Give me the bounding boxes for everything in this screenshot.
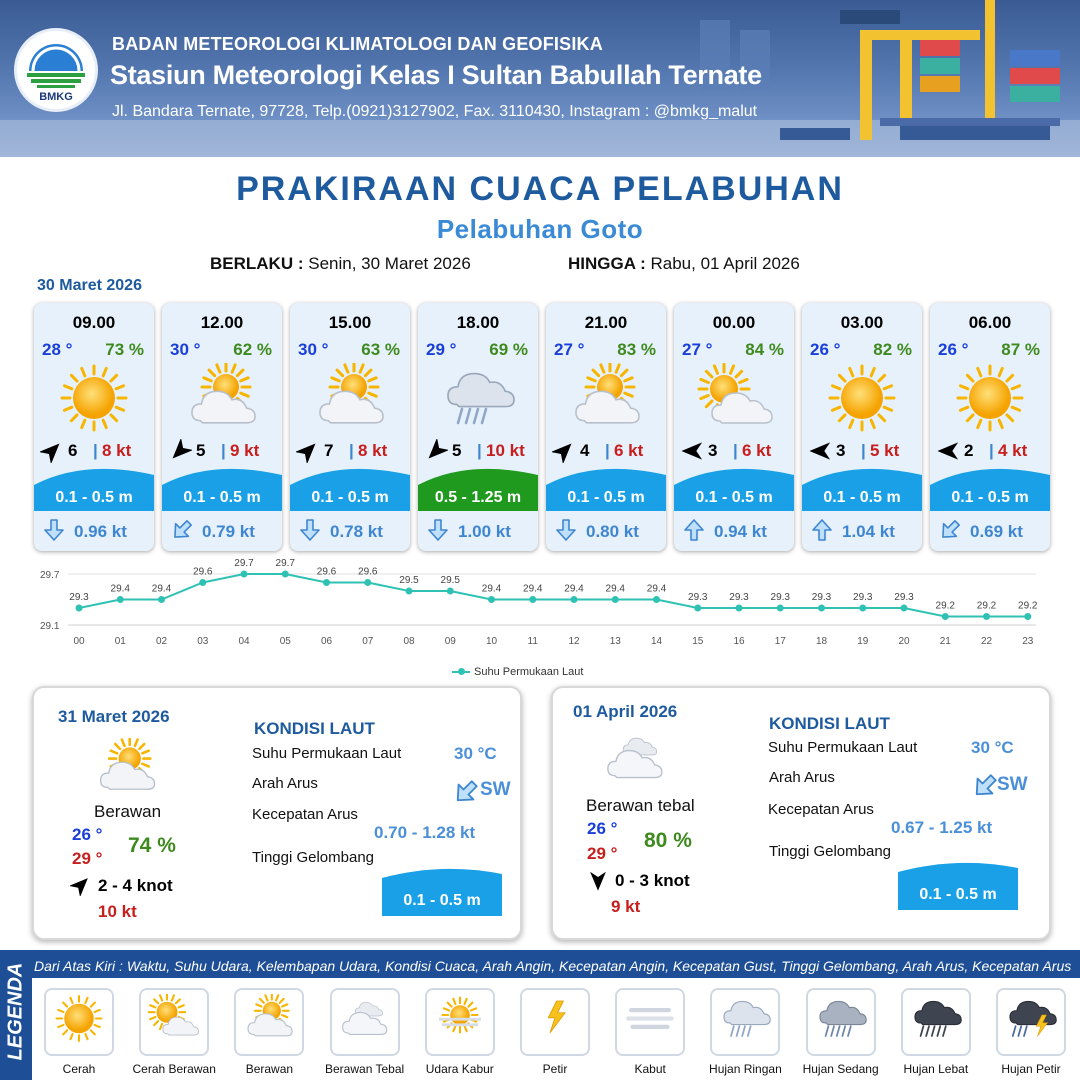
- legend-item: [710, 988, 780, 1056]
- daily-wind-speed: 2 - 4 knot: [98, 876, 173, 895]
- wave-height: 0.1 - 0.5 m: [951, 489, 1029, 506]
- wind-speed: 5: [196, 441, 206, 460]
- daily-wind-speed: 0 - 3 knot: [615, 871, 690, 890]
- daily-humidity: 80 %: [644, 829, 692, 852]
- current-speed: 0.69 kt: [970, 522, 1023, 541]
- page-title: PRAKIRAAN CUACA PELABUHAN: [236, 170, 844, 208]
- legend-item: [996, 988, 1066, 1056]
- station-name: Stasiun Meteorologi Kelas I Sultan Babullah Ternate: [110, 60, 762, 90]
- legend-item-label: Hujan Ringan: [709, 1062, 782, 1076]
- gust-speed: 4 kt: [998, 441, 1028, 460]
- wind-direction-icon: [552, 439, 576, 463]
- data-point: [529, 596, 536, 603]
- legend-item-label: Cerah Berawan: [132, 1062, 216, 1076]
- wave-height-value: 0.1 - 0.5 m: [919, 886, 997, 903]
- humidity: 87 %: [1001, 340, 1040, 359]
- data-point: [117, 596, 124, 603]
- data-label: 29.3: [853, 592, 873, 603]
- bmkg-emblem-icon: [17, 35, 95, 93]
- data-label: 29.7: [275, 558, 295, 569]
- x-tick-label: 21: [939, 636, 951, 647]
- air-temperature: 26 °: [938, 340, 969, 359]
- air-temperature: 27 °: [682, 340, 713, 359]
- hourly-card: [546, 303, 666, 551]
- current-direction-icon: [938, 518, 962, 542]
- x-tick-label: 07: [362, 636, 374, 647]
- wind-speed: 5: [452, 441, 462, 460]
- x-tick-label: 15: [692, 636, 704, 647]
- light-rain-icon: [717, 994, 773, 1050]
- cloudy-icon: [694, 363, 774, 433]
- legend-item-label: Berawan: [245, 1062, 294, 1076]
- current-direction-icon: [298, 518, 322, 542]
- hourly-card: [930, 303, 1050, 551]
- current-direction-label: Arah Arus: [252, 775, 318, 792]
- sst-label: Suhu Permukaan Laut: [252, 745, 402, 762]
- partly-cloudy-icon: [92, 738, 162, 798]
- data-label: 29.4: [646, 583, 667, 595]
- current-speed: 0.96 kt: [74, 522, 127, 541]
- legend-item-label: Hujan Lebat: [903, 1062, 969, 1076]
- data-point: [488, 596, 495, 603]
- wind-speed: 6: [68, 441, 78, 460]
- hourly-card: [34, 303, 154, 551]
- legend-item-label: Berawan Tebal: [325, 1062, 405, 1076]
- data-label: 29.4: [110, 583, 130, 595]
- forecast-time: 09.00: [72, 313, 116, 332]
- data-point: [241, 571, 248, 578]
- x-tick-label: 18: [815, 636, 828, 647]
- legend-item: [520, 988, 590, 1056]
- wave-height: 0.1 - 0.5 m: [55, 489, 133, 506]
- forecast-date-today: 30 Maret 2026: [37, 277, 142, 294]
- air-temperature: 27 °: [554, 340, 585, 359]
- wind-direction-icon: [808, 439, 832, 463]
- wind-direction-icon: [40, 439, 64, 463]
- moderate-rain-icon: [813, 994, 869, 1050]
- series-line: [79, 574, 1028, 617]
- partly-cloudy-icon: [566, 363, 646, 433]
- current-direction-icon: [426, 518, 450, 542]
- legend-item: [234, 988, 304, 1056]
- current-direction-value: SW: [997, 774, 1028, 795]
- wind-direction-icon: [680, 439, 704, 463]
- sunny-icon: [51, 994, 107, 1050]
- data-point: [983, 613, 990, 620]
- daily-humidity: 74 %: [128, 834, 176, 857]
- data-point: [447, 588, 454, 595]
- wave-height: 0.1 - 0.5 m: [695, 489, 773, 506]
- daily-temp-max: 29 °: [587, 844, 618, 863]
- wind-direction-icon: [424, 439, 448, 463]
- legend-item-label: Kabut: [634, 1062, 666, 1076]
- validity-to: [568, 254, 800, 274]
- data-point: [901, 605, 908, 612]
- data-label: 29.3: [894, 592, 914, 603]
- gust-speed: 9 kt: [230, 441, 260, 460]
- forecast-time: 00.00: [712, 313, 756, 332]
- port-name: Pelabuhan Goto: [436, 214, 644, 244]
- wave-height-label: Tinggi Gelombang: [252, 849, 375, 866]
- wave-height: 0.1 - 0.5 m: [183, 489, 261, 506]
- validity-from-value: Senin, 30 Maret 2026: [308, 254, 471, 273]
- x-tick-label: 04: [238, 636, 250, 647]
- current-direction-icon: [810, 518, 834, 542]
- data-point: [694, 605, 701, 612]
- chart-legend: [452, 666, 583, 678]
- separator: |: [221, 441, 226, 460]
- current-speed: 1.00 kt: [458, 522, 511, 541]
- x-tick-label: 11: [527, 636, 538, 647]
- data-point: [199, 579, 206, 586]
- wave-height: 0.1 - 0.5 m: [567, 489, 645, 506]
- y-tick-label: 29.1: [40, 621, 60, 632]
- gust-speed: 10 kt: [486, 441, 525, 460]
- current-speed: 1.04 kt: [842, 522, 895, 541]
- wind-direction-icon: [70, 874, 92, 896]
- data-point: [653, 596, 660, 603]
- legend-line-icon: [452, 671, 470, 673]
- daily-condition: Berawan tebal: [586, 796, 695, 815]
- current-speed-value: 0.70 - 1.28 kt: [374, 823, 476, 842]
- hourly-card: [674, 303, 794, 551]
- partly-cloudy-icon: [310, 363, 390, 433]
- gust-speed: 8 kt: [358, 441, 388, 460]
- current-speed: 0.80 kt: [586, 522, 639, 541]
- sst-value: 30 °C: [454, 744, 497, 763]
- x-tick-label: 12: [568, 636, 580, 647]
- legend-item-label: Cerah: [62, 1062, 96, 1076]
- wind-direction-icon: [587, 870, 609, 892]
- legend-description: Dari Atas Kiri : Waktu, Suhu Udara, Kelembapan Udara, Kondisi Cuaca, Arah Angin, Kecepatan Angin, Kecepatan Gust, Tinggi Gelombang, Arah Arus, Kecepatan Arus: [34, 958, 1072, 974]
- current-speed-label: Kecepatan Arus: [252, 806, 358, 823]
- data-point: [76, 605, 83, 612]
- current-direction-icon: [452, 778, 480, 806]
- legend-item: [806, 988, 876, 1056]
- air-temperature: 30 °: [298, 340, 329, 359]
- data-point: [406, 588, 413, 595]
- logo-text: BMKG: [39, 91, 73, 103]
- x-tick-label: 01: [114, 636, 126, 647]
- daily-gust: 10 kt: [98, 902, 137, 921]
- legend-side-tab: [0, 950, 32, 1080]
- data-label: 29.6: [358, 566, 378, 578]
- x-tick-label: 10: [485, 636, 498, 647]
- validity-from-label: BERLAKU :: [210, 254, 304, 273]
- x-tick-label: 19: [857, 636, 869, 647]
- wind-speed: 4: [580, 441, 590, 460]
- current-speed-label: Kecepatan Arus: [768, 801, 874, 818]
- fog-icon: [622, 994, 678, 1050]
- forecast-time: 12.00: [200, 313, 244, 332]
- hourly-card: [162, 303, 282, 551]
- data-point: [1024, 613, 1031, 620]
- legend-section: [0, 950, 1080, 1080]
- current-direction-icon: [682, 518, 706, 542]
- legend-item: [330, 988, 400, 1056]
- separator: |: [605, 441, 610, 460]
- daily-forecast-day1: [32, 686, 522, 940]
- data-point: [364, 579, 371, 586]
- y-tick-label: 29.7: [40, 570, 60, 581]
- data-label: 29.7: [234, 558, 254, 569]
- separator: |: [989, 441, 994, 460]
- current-direction-label: Arah Arus: [769, 769, 835, 786]
- daily-condition: Berawan: [94, 802, 162, 821]
- sunny-icon: [822, 363, 902, 433]
- data-label: 29.2: [976, 600, 997, 612]
- wind-direction-icon: [168, 439, 192, 463]
- current-direction-icon: [170, 518, 194, 542]
- hourly-card: [290, 303, 410, 551]
- wave-height: 0.5 - 1.25 m: [434, 489, 522, 506]
- data-label: 29.2: [935, 600, 955, 612]
- wave-height-value: 0.1 - 0.5 m: [403, 892, 481, 909]
- legend-item-label: Petir: [542, 1062, 568, 1076]
- data-label: 29.3: [811, 592, 832, 603]
- data-point: [158, 596, 165, 603]
- data-label: 29.4: [151, 583, 172, 595]
- wind-speed: 3: [708, 441, 718, 460]
- partly-cloudy-icon: [241, 994, 297, 1050]
- wind-direction-icon: [296, 439, 320, 463]
- data-label: 29.4: [523, 583, 543, 595]
- validity-to-label: HINGGA :: [568, 254, 646, 273]
- sea-condition-title: KONDISI LAUT: [254, 719, 375, 738]
- data-label: 29.4: [605, 583, 625, 595]
- header-banner: [0, 0, 1080, 157]
- separator: |: [861, 441, 866, 460]
- legend-item-label: Hujan Sedang: [802, 1062, 879, 1076]
- data-point: [282, 571, 289, 578]
- data-point: [942, 613, 949, 620]
- x-tick-label: 09: [444, 636, 456, 647]
- partly-cloudy-icon: [182, 363, 262, 433]
- forecast-time: 18.00: [456, 313, 500, 332]
- legend-item-label: Hujan Petir: [1001, 1062, 1061, 1076]
- light-rain-icon: [438, 363, 518, 433]
- gust-speed: 6 kt: [614, 441, 644, 460]
- hourly-card: [418, 303, 538, 551]
- legend-item: [425, 988, 495, 1056]
- haze-icon: [432, 994, 488, 1050]
- validity-from: [210, 254, 471, 274]
- forecast-time: 21.00: [584, 313, 628, 332]
- data-point: [859, 605, 866, 612]
- wind-direction-icon: [936, 439, 960, 463]
- wave-height: 0.1 - 0.5 m: [823, 489, 901, 506]
- humidity: 69 %: [489, 340, 528, 359]
- data-label: 29.2: [1018, 600, 1038, 612]
- data-label: 29.3: [770, 592, 790, 603]
- data-label: 29.3: [69, 592, 89, 603]
- air-temperature: 26 °: [810, 340, 841, 359]
- legend-side-label: LEGENDA: [4, 962, 27, 1061]
- legend-item: [615, 988, 685, 1056]
- station-address: Jl. Bandara Ternate, 97728, Telp.(0921)3127902, Fax. 3110430, Instagram : @bmkg_malut: [112, 103, 758, 120]
- data-label: 29.3: [688, 592, 708, 603]
- data-label: 29.4: [564, 583, 584, 595]
- daily-date: 01 April 2026: [573, 702, 678, 721]
- x-tick-label: 20: [898, 636, 910, 647]
- wind-speed: 2: [964, 441, 974, 460]
- hourly-card: [802, 303, 922, 551]
- bmkg-logo: [14, 28, 98, 112]
- gust-speed: 5 kt: [870, 441, 900, 460]
- daily-temp-min: 26 °: [587, 819, 618, 838]
- x-tick-label: 06: [320, 636, 333, 647]
- humidity: 63 %: [361, 340, 400, 359]
- data-label: 29.4: [481, 583, 502, 595]
- air-temperature: 30 °: [170, 340, 201, 359]
- x-tick-label: 17: [774, 636, 786, 647]
- wind-speed: 7: [324, 441, 334, 460]
- thunderstorm-icon: [1003, 994, 1059, 1050]
- data-label: 29.6: [316, 566, 337, 578]
- wind-speed: 3: [836, 441, 846, 460]
- x-tick-label: 00: [73, 636, 85, 647]
- air-temperature: 28 °: [42, 340, 73, 359]
- current-direction-icon: [554, 518, 578, 542]
- humidity: 83 %: [617, 340, 656, 359]
- data-point: [571, 596, 578, 603]
- data-point: [818, 605, 825, 612]
- data-label: 29.5: [399, 575, 419, 586]
- x-tick-label: 02: [155, 636, 168, 647]
- separator: |: [93, 441, 98, 460]
- data-point: [777, 605, 784, 612]
- sunny-icon: [950, 363, 1030, 433]
- separator: |: [349, 441, 354, 460]
- daily-temp-max: 29 °: [72, 849, 103, 868]
- legend-item: [901, 988, 971, 1056]
- wave-height-label: Tinggi Gelombang: [769, 843, 892, 860]
- current-speed: 0.94 kt: [714, 522, 767, 541]
- sst-label: Suhu Permukaan Laut: [768, 739, 918, 756]
- current-speed: 0.79 kt: [202, 522, 255, 541]
- x-tick-label: 03: [197, 636, 209, 647]
- daily-date: 31 Maret 2026: [58, 707, 170, 726]
- daily-temp-min: 26 °: [72, 825, 103, 844]
- data-label: 29.6: [193, 566, 213, 578]
- current-direction-icon: [42, 518, 66, 542]
- humidity: 82 %: [873, 340, 912, 359]
- data-point: [612, 596, 619, 603]
- overcast-icon: [601, 728, 671, 788]
- x-tick-label: 23: [1022, 636, 1034, 647]
- data-label: 29.5: [440, 575, 460, 586]
- humidity: 73 %: [105, 340, 144, 359]
- validity-to-value: Rabu, 01 April 2026: [650, 254, 800, 273]
- current-speed-value: 0.67 - 1.25 kt: [891, 818, 993, 837]
- sea-condition-title: KONDISI LAUT: [769, 714, 890, 733]
- heavy-rain-icon: [908, 994, 964, 1050]
- x-tick-label: 08: [403, 636, 415, 647]
- x-tick-label: 05: [279, 636, 291, 647]
- agency-name: BADAN METEOROLOGI KLIMATOLOGI DAN GEOFISIKA: [112, 34, 603, 54]
- overcast-icon: [337, 994, 393, 1050]
- x-tick-label: 22: [980, 636, 993, 647]
- legend-icons-panel: [32, 978, 1080, 1080]
- mostly-sunny-icon: [146, 994, 202, 1050]
- x-tick-label: 14: [650, 636, 663, 647]
- forecast-time: 03.00: [840, 313, 884, 332]
- separator: |: [733, 441, 738, 460]
- data-point: [323, 579, 330, 586]
- gust-speed: 8 kt: [102, 441, 132, 460]
- gust-speed: 6 kt: [742, 441, 772, 460]
- wave-height: 0.1 - 0.5 m: [311, 489, 389, 506]
- daily-gust: 9 kt: [611, 897, 641, 916]
- data-label: 29.3: [729, 592, 749, 603]
- sst-value: 30 °C: [971, 738, 1014, 757]
- data-point: [736, 605, 743, 612]
- sunny-icon: [54, 363, 134, 433]
- forecast-time: 15.00: [328, 313, 372, 332]
- x-tick-label: 13: [609, 636, 621, 647]
- air-temperature: 29 °: [426, 340, 457, 359]
- daily-forecast-day2: [551, 686, 1051, 940]
- forecast-time: 06.00: [968, 313, 1012, 332]
- humidity: 84 %: [745, 340, 784, 359]
- legend-item: [44, 988, 114, 1056]
- x-tick-label: 16: [733, 636, 745, 647]
- separator: |: [477, 441, 482, 460]
- humidity: 62 %: [233, 340, 272, 359]
- legend-item: [139, 988, 209, 1056]
- legend-label: Suhu Permukaan Laut: [474, 666, 584, 678]
- legend-item-label: Udara Kabur: [425, 1062, 494, 1076]
- lightning-icon: [527, 994, 583, 1050]
- current-speed: 0.78 kt: [330, 522, 383, 541]
- current-direction-icon: [971, 772, 999, 800]
- current-direction-value: SW: [480, 779, 511, 800]
